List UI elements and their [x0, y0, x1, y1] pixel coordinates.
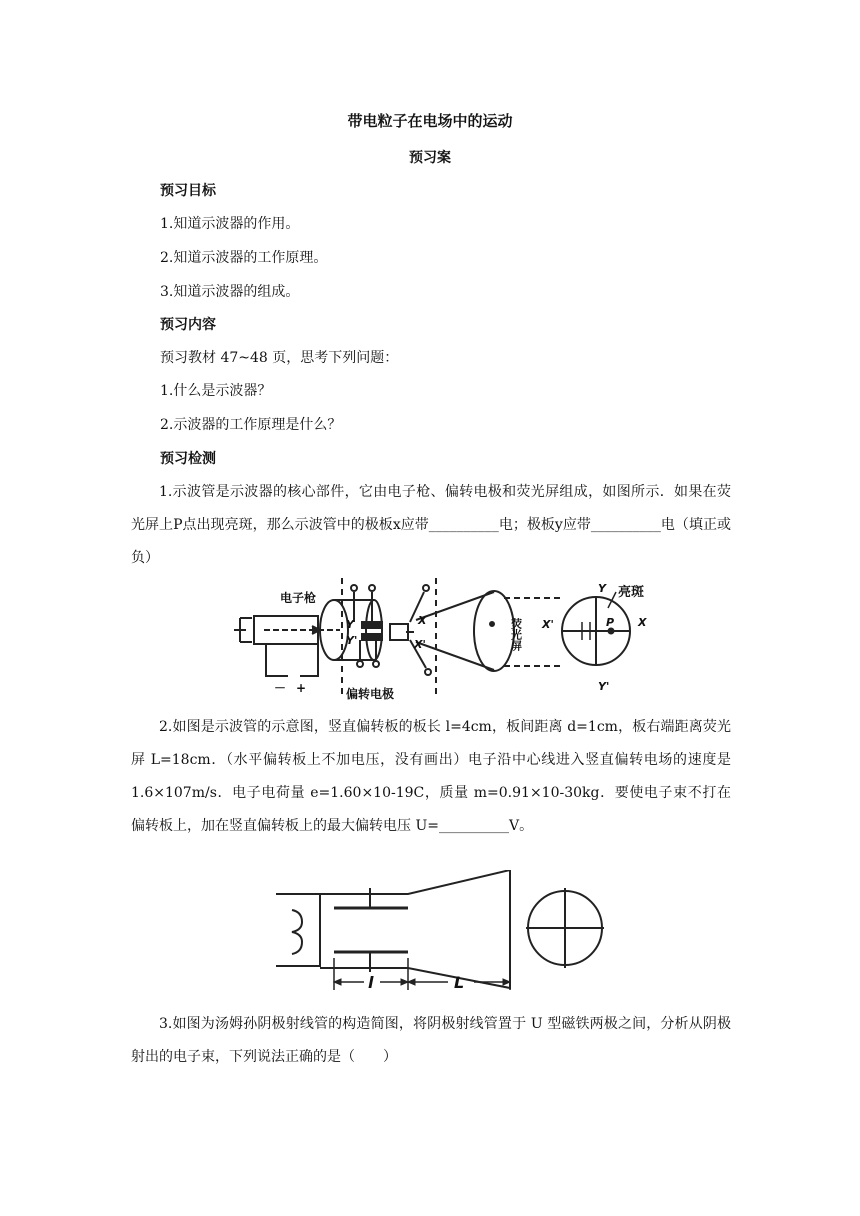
plus-sign: +	[296, 681, 307, 695]
p-label: P	[606, 616, 615, 629]
y-plate-top	[362, 622, 382, 628]
content-question: 2.示波器的工作原理是什么？	[160, 417, 342, 433]
check-heading: 预习检测	[160, 451, 216, 467]
screen-ellipse	[474, 591, 514, 671]
question-2: 2.如图是示波管的示意图，竖直偏转板的板长 l=4cm，板间距离 d=1cm，板右端距离荧光屏 L=18cm．（水平偏转板上不加电压，没有画出）电子沿中心线进入竖直偏转电场的速度是 1.6×107m/s．电子电荷量 e=1.60×10-19C，质量 m=0.91×10-30kg．要使电子束不打在偏转板上，加在竖直偏转板上的最大偏转电压 U=__________V。	[131, 719, 731, 834]
cathode-shape	[234, 618, 252, 642]
x-plate	[390, 624, 408, 640]
gun-wire	[266, 644, 318, 676]
question-1: 1.示波管是示波器的核心部件，它由电子枪、偏转电极和荧光屏组成，如图所示．如果在荧光屏上P点出现亮斑，那么示波管中的极板x应带__________电；极板y应带__________电（填正或负）	[131, 484, 731, 566]
minus-sign: －	[274, 681, 287, 695]
x-prime-right: X'	[542, 618, 554, 631]
y-top: Y	[598, 582, 606, 595]
focus-cylinder	[320, 600, 348, 660]
page-subtitle: 预习案	[409, 150, 451, 166]
electrode-label: 偏转电极	[346, 687, 395, 701]
y-prime-label: Y'	[346, 634, 358, 647]
gun-label: 电子枪	[280, 591, 317, 605]
x-prime-label: X'	[414, 638, 426, 651]
x-right: X	[638, 616, 647, 629]
page-title: 带电粒子在电场中的运动	[347, 112, 513, 130]
goal-item: 3.知道示波器的组成。	[160, 284, 300, 300]
goal-item: 1.知道示波器的作用。	[160, 216, 300, 232]
goals-heading: 预习目标	[160, 183, 216, 199]
content-question: 1.什么是示波器？	[160, 383, 272, 399]
x-label: X	[418, 614, 427, 627]
tube-funnel	[416, 592, 494, 670]
goal-item: 2.知道示波器的工作原理。	[160, 250, 328, 266]
tube-schematic-figure	[268, 870, 608, 998]
l-label: l	[368, 973, 374, 992]
content-heading: 预习内容	[160, 317, 216, 333]
screen-label: 荧光屏	[509, 618, 523, 651]
spot-label: 亮斑	[618, 585, 645, 600]
L-label: L	[454, 973, 465, 992]
content-intro: 预习教材 47~48 页，思考下列问题：	[160, 350, 399, 366]
question-3: 3.如图为汤姆孙阴极射线管的构造简图，将阴极射线管置于 U 型磁铁两极之间，分析从阴极射出的电子束，下列说法正确的是（ ）	[131, 1016, 731, 1065]
y-prime-bottom: Y'	[598, 680, 610, 693]
y-label: Y	[346, 618, 354, 631]
y-plate-bottom	[362, 634, 382, 640]
oscilloscope-figure	[226, 578, 676, 702]
